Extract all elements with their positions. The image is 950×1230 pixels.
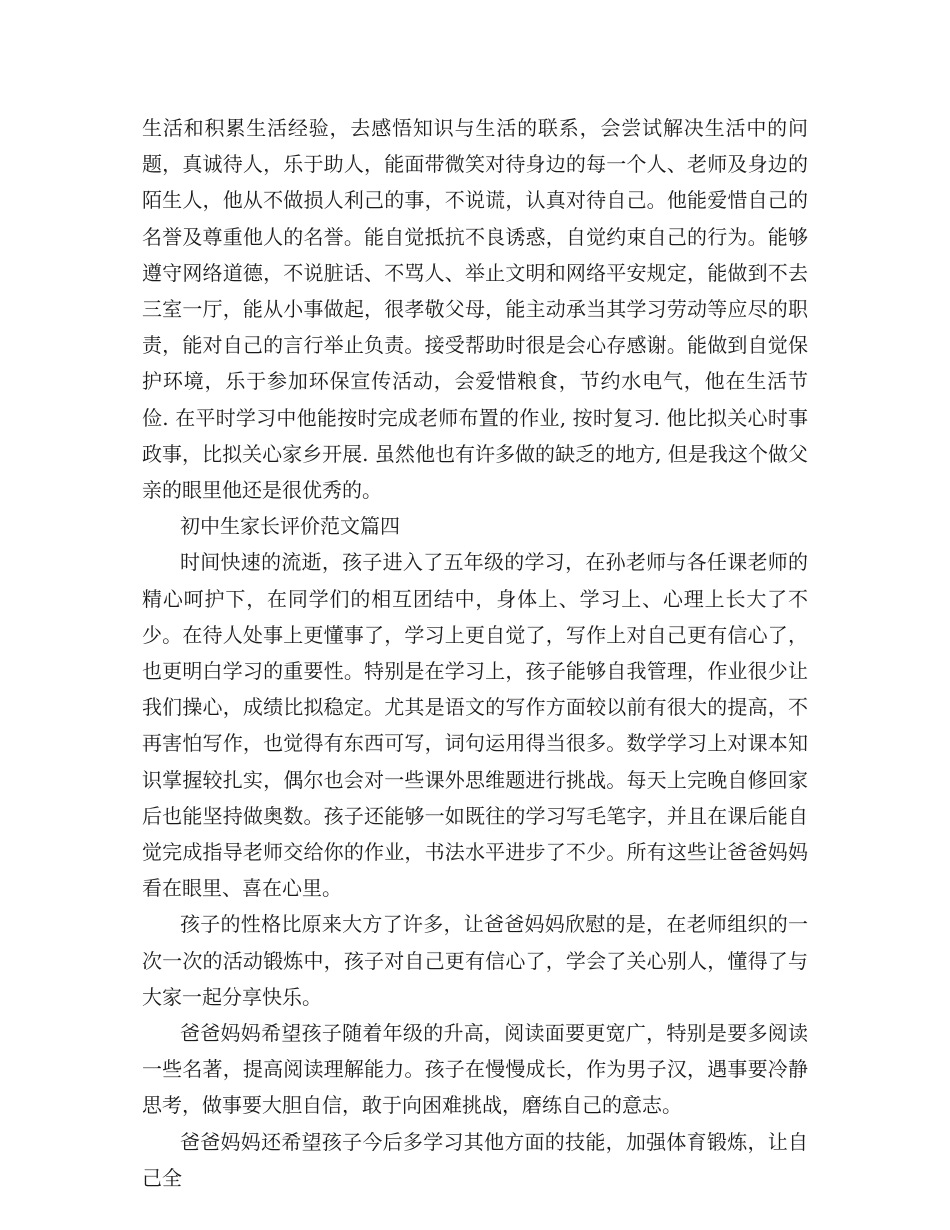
document-body xyxy=(142,110,808,1196)
section-heading: 初中生家长评价范文篇四 xyxy=(180,514,400,539)
paragraph-5: 爸爸妈妈还希望孩子今后多学习其他方面的技能，加强体育锻炼，让自己全 xyxy=(142,1129,808,1190)
paragraph-3: 孩子的性格比原来大方了许多，让爸爸妈妈欣慰的是，在老师组织的一次一次的活动锻炼中，孩子对自己更有信心了，学会了关心别人，懂得了与大家一起分享快乐。 xyxy=(142,912,808,1009)
paragraph-1: 生活和积累生活经验，去感悟知识与生活的联系，会尝试解决生活中的问题，真诚待人，乐于助人，能面带微笑对待身边的每一个人、老师及身边的陌生人，他从不做损人利己的事，不说谎，认真对待自己。他能爱惜自己的名誉及尊重他人的名誉。能自觉抵抗不良诱惑，自觉约束自己的行为。能够遵守网络道德，不说脏话、不骂人、举止文明和网络平安规定，能做到不去三室一厅，能从小事做起，很孝敬父母，能主动承当其学习劳动等应尽的职责，能对自己的言行举止负责。接受帮助时很是会心存感谢。能做到自觉保护环境，乐于参加环保宣传活动，会爱惜粮食，节约水电气，他在生活节俭. 在平时学习中他能按时完成老师布置的作业, 按时复习. 他比拟关心时事政事，比拟关心家乡开展. 虽然他也有许多做的缺乏的地方, 但是我这个做父亲的眼里他还是很优秀的。 xyxy=(142,116,808,503)
paragraph-4: 爸爸妈妈希望孩子随着年级的升高，阅读面要更宽广，特别是要多阅读一些名著，提高阅读理解能力。孩子在慢慢成长，作为男子汉，遇事要冷静思考，做事要大胆自信，敢于向困难挑战，磨练自己的意志。 xyxy=(142,1021,808,1118)
paragraph-2: 时间快速的流逝，孩子进入了五年级的学习，在孙老师与各任课老师的精心呵护下，在同学们的相互团结中，身体上、学习上、心理上长大了不少。在待人处事上更懂事了，学习上更自觉了，写作上对自己更有信心了，也更明白学习的重要性。特别是在学习上，孩子能够自我管理，作业很少让我们操心，成绩比拟稳定。尤其是语文的写作方面较以前有很大的提高，不再害怕写作，也觉得有东西可写，词句运用得当很多。数学学习上对课本知识掌握较扎实，偶尔也会对一些课外思维题进行挑战。每天上完晚自修回家后也能坚持做奥数。孩子还能够一如既往的学习写毛笔字，并且在课后能自觉完成指导老师交给你的作业，书法水平进步了不少。所有这些让爸爸妈妈看在眼里、喜在心里。 xyxy=(142,550,808,901)
